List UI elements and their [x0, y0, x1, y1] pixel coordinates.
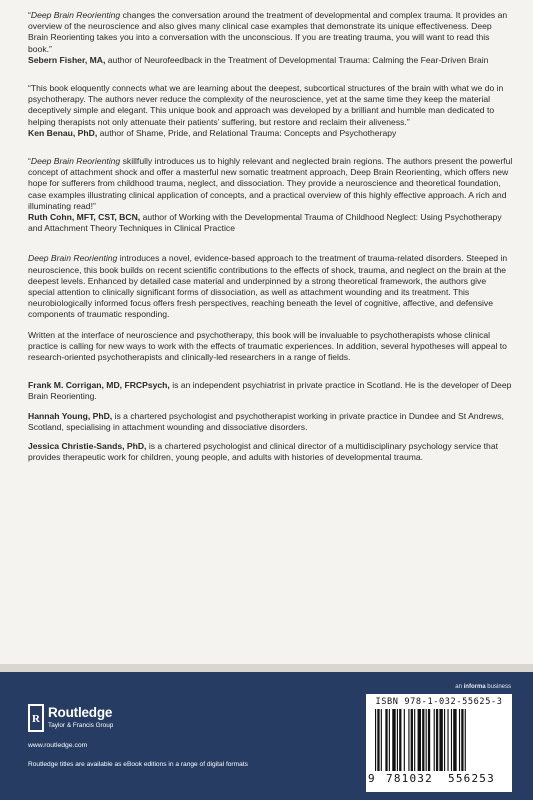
description-book-title: Deep Brain Reorienting: [28, 253, 118, 264]
publisher-name: Routledge: [48, 705, 113, 720]
blurb-3-text: skillfully introduces us to highly relevant and neglected brain regions. The authors present the powerful concept of attachment shock and offer a masterful new somatic treatment approach, Deep Brain Reorienting, which offers new hope for sufferers from childhood trauma, neglect, and dissociation. They provide a neuroscience and theoretical foundation, case examples illustrating clinical application of concepts, and a practical overview of this highly effective approach. A rich and illuminating read!”: [28, 156, 513, 211]
routledge-logo-icon: [28, 704, 44, 732]
author-bio-3: [28, 441, 514, 463]
author-3-name: Jessica Christie-Sands, PhD,: [28, 441, 147, 452]
author-bio-1: [28, 380, 514, 402]
blurb-3-book-title: Deep Brain Reorienting: [30, 156, 121, 167]
blurb-3-author: Ruth Cohn, MFT, CST, BCN,: [28, 212, 141, 223]
description-text-1: introduces a novel, evidence-based approach to the treatment of trauma-related disorders. Steeped in neuroscience, this book builds on recent scientific contributions to the effects of shock, trauma, and neglect on the brain at the deepest levels. Enhanced by detailed case material and underpinned by a strong theoretical framework, the authors give special attention to clinically significant forms of dissociation, as well as attachment wounding and its treatment. This neurobiologically informed focus offers fresh perspectives, reaching beneath the level of cognitive, affective, and defensive components of traumatic responding.: [28, 253, 508, 320]
author-3-bio: is a chartered psychologist and clinical director of a multidisciplinary psychology service that provides therapeutic work for children, young people, and adults with histories of developmental trauma.: [28, 441, 499, 463]
blurb-1-author: Sebern Fisher, MA,: [28, 54, 106, 65]
isbn-barcode: [366, 694, 512, 792]
blurb-1-book-title: Deep Brain Reorienting: [30, 10, 121, 20]
informa-business-label: an informa business: [455, 684, 511, 690]
blurb-3-work: author of Working with the Developmental Trauma of Childhood Neglect: Using Psychotherapy and Attachment Theory Techniques in Clinical Practice: [28, 212, 502, 234]
blurb-2-author: Ken Benau, PhD,: [28, 127, 98, 138]
blurb-2-byline: [28, 128, 514, 139]
blurb-3-quote: “Deep Brain Reorienting skillfully introduces us to highly relevant and neglected brain regions. The authors present the powerful concept of attachment shock and offer a masterful new somatic treatment approach, Deep Brain Reorienting, which offers new hope for sufferers from childhood trauma, neglect, and dissociation. They provide a neuroscience and theoretical foundation, case examples illustrating clinical application of concepts, and a practical overview of this highly effective approach. A rich and illuminating read!”: [28, 156, 513, 211]
barcode-digits-left: 781032: [386, 772, 433, 785]
description-paragraph-2: Written at the interface of neuroscience and psychotherapy, this book will be invaluable to psychotherapists whose clinical practice is calling for new ways to work with the effects of traumatic experiences. In addition, several hypotheses will appeal to research-oriented psychotherapists and clinically-led researchers in a range of fields.: [28, 329, 507, 363]
barcode-digit-first: 9: [368, 772, 375, 785]
author-1-name: Frank M. Corrigan, MD, FRCPsych,: [28, 380, 170, 391]
blurb-1-quote: “Deep Brain Reorienting changes the conversation around the treatment of developmental and complex trauma. It provides an overview of the neuroscience and also gives many clinical case examples that demonstrate its unique effectiveness. Deep Brain Reorienting takes you into a conversation with the unconscious. If you are treating trauma, you will want to read this book.”: [28, 10, 508, 54]
blurb-2-work: author of Shame, Pride, and Relational Trauma: Concepts and Psychotherapy: [97, 127, 397, 138]
blurb-1-text: changes the conversation around the treatment of developmental and complex trauma. It provides an overview of the neuroscience and also gives many clinical case examples that demonstrate its unique effectiveness. Deep Brain Reorienting takes you into a conversation with the unconscious. If you are treating trauma, you will want to read this book.”: [28, 10, 508, 54]
blurb-1-work: author of Neurofeedback in the Treatment of Developmental Trauma: Calming the Fear-Driven Brain: [105, 54, 489, 65]
author-2-bio: is a chartered psychologist and psychotherapist working in private practice in Dundee and St Andrews, Scotland, specialising in attachment wounding and dissociative disorders.: [28, 410, 504, 432]
svg-text:R: R: [32, 713, 40, 725]
isbn-label: ISBN 978-1-032-55625-3: [375, 697, 503, 707]
publisher-footer: [0, 672, 533, 800]
blurb-2-text: “This book eloquently connects what we are learning about the deepest, subcortical structures of the brain with what we do in psychotherapy. The authors never reduce the complexity of the neuroscience, yet at the same time they keep the material deceptively simple and elegant. This unique book and approach was developed by a brilliant and humble man dedicated to helping therapists not only attenuate their patients’ suffering, but restore and reclaim their aliveness.”: [28, 83, 504, 127]
author-bio-2: [28, 411, 514, 433]
divider-strip: [0, 664, 533, 672]
author-2-name: Hannah Young, PhD,: [28, 410, 113, 421]
description-paragraph-1: [28, 253, 514, 320]
author-1-bio: is an independent psychiatrist in private practice in Scotland. He is the developer of Deep Brain Reorienting.: [28, 380, 512, 402]
publisher-url[interactable]: www.routledge.com: [28, 742, 88, 749]
ebook-note: Routledge titles are available as eBook editions in a range of digital formats: [28, 761, 248, 768]
publisher-group: Taylor & Francis Group: [48, 722, 114, 729]
blurb-2-quote: [28, 83, 514, 128]
cover-content: [28, 10, 514, 472]
barcode-digits-right: 556253: [448, 772, 495, 785]
barcode-bars: [375, 709, 503, 771]
blurb-1-byline: [28, 55, 514, 66]
blurb-3-byline: [28, 212, 514, 234]
